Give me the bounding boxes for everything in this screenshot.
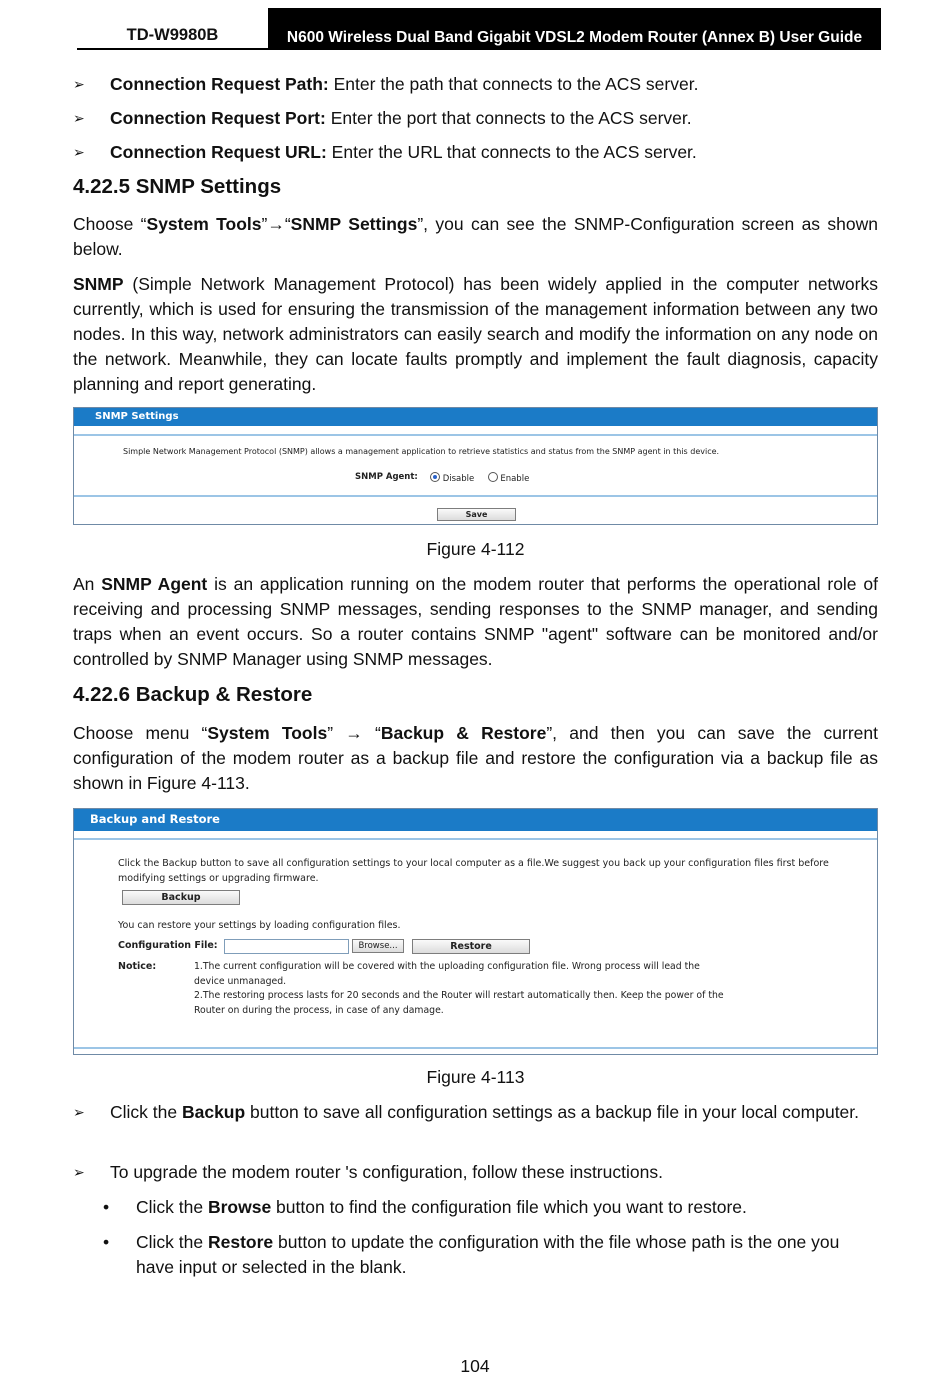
divider (74, 838, 877, 840)
bullet-label: Connection Request Path: (110, 74, 329, 94)
dot-bullet-icon: • (103, 1197, 110, 1217)
config-file-label: Configuration File: (118, 940, 218, 951)
divider (74, 434, 877, 436)
config-file-input[interactable] (224, 939, 349, 954)
arrow-bullet-icon: ➢ (73, 144, 85, 160)
snmp-settings-panel (73, 407, 878, 525)
snmp-agent-options (430, 472, 529, 484)
backup-description: Click the Backup button to save all configuration settings to your local computer as a file.We suggest you back up your configuration files first before modifying settings or upgrading firmware. (118, 858, 829, 884)
page-number: 104 (460, 1356, 490, 1376)
bullet-label: Connection Request URL: (110, 142, 327, 162)
divider (74, 1047, 877, 1049)
restore-description: You can restore your settings by loading configuration files. (118, 920, 401, 931)
arrow-bullet-icon: ➢ (73, 76, 85, 92)
radio-enable-label: Enable (500, 474, 530, 484)
notice-1: 1.The current configuration will be covered with the uploading configuration file. Wrong process will lead the device unmanaged. (194, 961, 700, 987)
bullet-label: Connection Request Port: (110, 108, 326, 128)
snmp-intro: Choose “System Tools”→“SNMP Settings”, you can see the SNMP-Configuration screen as shown below. (73, 214, 878, 259)
bullet-text: Enter the path that connects to the ACS server. (328, 74, 699, 94)
page-header (77, 8, 881, 50)
notice-2: 2.The restoring process lasts for 20 seconds and the Router will restart automatically then. Keep the power of the Router on during the process, in case of any damage. (194, 990, 724, 1016)
backup-intro: Choose menu “System Tools” → “Backup & Restore”, and then you can save the current configuration of the modem router as a backup file and restore the configuration via a backup file as shown in Figure 4-113. (73, 723, 878, 793)
bullet-text: Enter the URL that connects to the ACS server. (326, 142, 697, 162)
header-underline (77, 48, 268, 50)
bullet-text: Enter the port that connects to the ACS server. (325, 108, 692, 128)
save-button[interactable]: Save (437, 508, 516, 521)
radio-enable[interactable] (488, 472, 498, 482)
backup-panel-title: Backup and Restore (74, 809, 877, 831)
dot-bullet-icon: • (103, 1232, 110, 1252)
restore-button[interactable]: Restore (412, 939, 530, 954)
notice-label: Notice: (118, 961, 157, 972)
snmp-agent-paragraph: An SNMP Agent is an application running on the modem router that performs the operational role of receiving and processing SNMP messages, sending responses to the SNMP manager, and sending traps when an event occurs. So a router contains SNMP "agent" software can be monitored and/or controlled by SNMP Manager using SNMP messages. (73, 574, 878, 669)
browse-button[interactable]: Browse... (352, 939, 404, 953)
figure-caption: Figure 4-113 (426, 1067, 525, 1087)
header-model: TD-W9980B (126, 26, 219, 44)
snmp-agent-label: SNMP Agent: (355, 472, 418, 482)
figure-caption: Figure 4-112 (426, 539, 525, 559)
snmp-panel-title: SNMP Settings (74, 408, 877, 426)
arrow-bullet-icon: ➢ (73, 1164, 85, 1180)
radio-disable-label: Disable (442, 474, 475, 484)
snmp-description: SNMP (Simple Network Management Protocol) has been widely applied in the computer networks currently, which is used for ensuring the transmission of the management information between any two nodes. In this way, network administrators can easily search and modify the information on any node on the network. Meanwhile, they can locate faults promptly and implement the fault diagnosis, capacity planning and report generating. (73, 274, 878, 394)
header-title: N600 Wireless Dual Band Gigabit VDSL2 Modem Router (Annex B) User Guide (268, 8, 881, 50)
section-heading-backup: 4.22.6 Backup & Restore (73, 683, 313, 706)
section-heading-snmp: 4.22.5 SNMP Settings (73, 175, 282, 198)
backup-restore-panel (73, 808, 878, 1055)
divider (74, 495, 877, 497)
radio-disable[interactable] (430, 472, 440, 482)
arrow-bullet-icon: ➢ (73, 1104, 85, 1120)
arrow-bullet-icon: ➢ (73, 110, 85, 126)
backup-button[interactable]: Backup (122, 890, 240, 905)
snmp-panel-description: Simple Network Management Protocol (SNMP) allows a management application to retrieve statistics and status from the SNMP agent in this device. (123, 447, 720, 456)
